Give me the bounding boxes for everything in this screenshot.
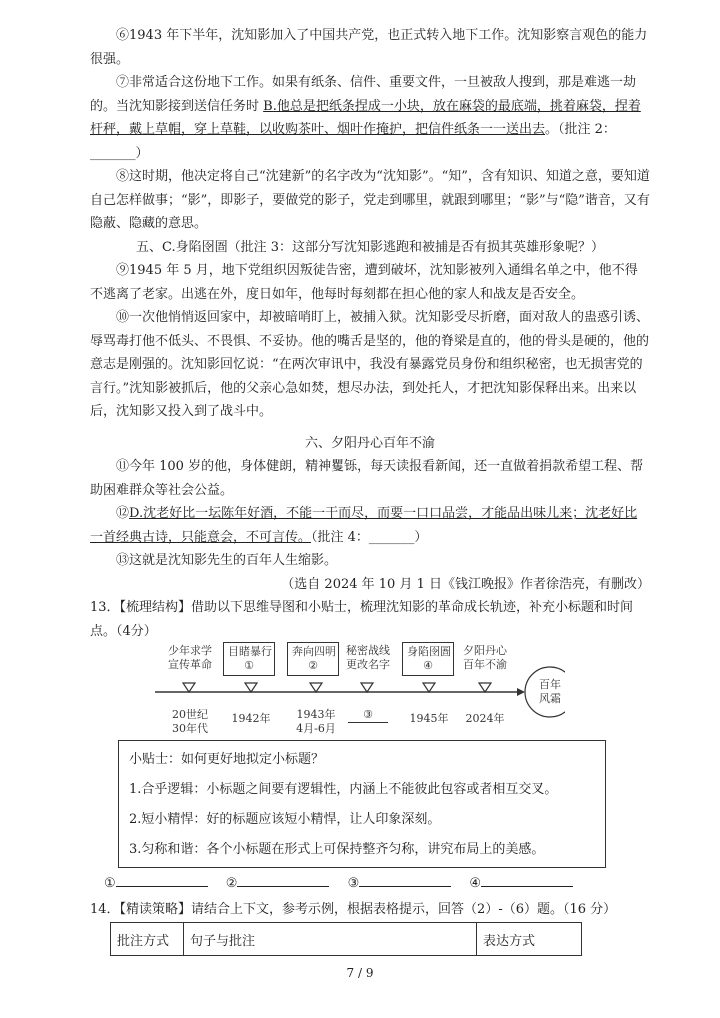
table-header-expression: 表达方式 [477, 923, 582, 956]
paragraph-7 [90, 71, 650, 165]
tips-box [118, 740, 606, 868]
paragraph-7-text: ⑦非常适合这份地下工作。如果有纸条、信件、重要文件，一旦被敌人搜到，那是难逃一劫的。当沈知影接到送信任务时 [90, 75, 637, 114]
time-6: 2024年 [465, 712, 505, 725]
answer-blank-2[interactable] [237, 872, 329, 887]
paragraph-12-num: ⑫ [116, 506, 130, 521]
paragraph-12 [90, 502, 650, 549]
table-header-sentence: 句子与批注 [184, 923, 477, 956]
tips-title: 小贴士：如何更好地拟定小标题？ [129, 752, 325, 767]
time-4-blank[interactable]: ③ [348, 708, 388, 723]
paragraph-11: ⑪今年 100 岁的他，身体健朗，精神矍铄，每天读报看新闻，还一直做着捐款希望工程、帮助困难群众等社会公益。 [90, 459, 644, 498]
page-number: 7 / 9 [346, 966, 374, 980]
stage-4: 秘密战线 更改名字 [346, 644, 390, 671]
section-heading-5: 五、C.身陷囹圄（批注 3：这部分写沈知影逃跑和被捕是否有损其英雄形象呢？） [135, 239, 605, 255]
annotation-2: 。（批注 2：_______） [90, 122, 616, 161]
answer-blank-4[interactable] [481, 872, 573, 887]
blank-label-4: ④ [469, 876, 482, 891]
stage-5: 身陷囹圄 ④ [402, 642, 454, 676]
time-3: 1943年 4月-6月 [296, 708, 336, 735]
annotation-4: （批注 4：_______） [311, 529, 428, 545]
answer-blank-3[interactable] [359, 872, 451, 887]
stage-6: 夕阳丹心 百年不渝 [463, 644, 507, 671]
answer-blanks [104, 872, 624, 891]
time-1: 20世纪 30年代 [172, 708, 208, 735]
answer-blank-1[interactable] [116, 872, 208, 887]
tip-item: 2.短小精悍：好的标题应该短小精悍，让人印象深刻。 [129, 812, 441, 827]
blank-label-1: ① [104, 876, 116, 891]
section-heading-6: 六、夕阳丹心百年不渝 [304, 435, 435, 451]
source-note: （选自 2024 年 10 月 1 日《钱江晚报》作者徐浩亮，有删改） [281, 576, 650, 592]
question-14: 14．【精读策略】请结合上下文，参考示例，根据表格提示，回答（2）-（6）题。（16 分） [90, 902, 617, 917]
paragraph-8: ⑧这时期，他决定将自己“沈建新”的名字改为“沈知影”。“知”，含有知识、知道之意，要知道自己怎样做事；“影”，即影子，要做党的影子，党走到哪里，就跟到哪里；“影”与“隐”谐音，又有隐蔽、隐藏的意思。 [90, 169, 650, 231]
blank-label-2: ② [225, 876, 238, 891]
timeline-markers [183, 683, 491, 692]
tip-item: 1.合乎逻辑：小标题之间要有逻辑性，内涵上不能彼此包容或者相互交叉。 [129, 782, 558, 797]
annotation-table [110, 922, 582, 956]
stage-2: 目睹暴行 ① [223, 642, 275, 676]
stage-1: 少年求学 宣传革命 [168, 644, 212, 671]
time-5: 1945年 [409, 712, 449, 725]
timeline-end: 百年 风霜 [539, 678, 561, 705]
paragraph-6: ⑥1943 年下半年，沈知影加入了中国共产党，也正式转入地下工作。沈知影察言观色的能力很强。 [90, 28, 648, 67]
question-13: 13．【梳理结构】借助以下思维导图和小贴士，梳理沈知影的革命成长轨迹，补充小标题和时间点。（4分） [90, 600, 634, 639]
paragraph-13: ⑬这就是沈知影先生的百年人生缩影。 [116, 553, 338, 568]
annotated-sentence-b: B.他总是把纸条捏成一小块，放在麻袋的最底端，挑着麻袋，捏着杆秤，戴上草帽，穿上草鞋，以收购茶叶、烟叶作掩护，把信件纸条一一送出去 [90, 98, 641, 137]
time-2: 1942年 [231, 712, 271, 725]
tip-item: 3.匀称和谐：各个小标题在形式上可保持整齐匀称，讲究布局上的美感。 [129, 842, 545, 857]
timeline-diagram [145, 640, 565, 740]
annotated-sentence-d: D.沈老好比一坛陈年好酒，不能一干而尽，而要一口口品尝，才能品出味儿来；沈老好比一首经典古诗，只能意会，不可言传。 [90, 506, 638, 545]
table-header-method: 批注方式 [111, 923, 184, 956]
article-body [90, 24, 650, 643]
blank-label-3: ③ [347, 876, 360, 891]
stage-3: 奔向四明 ② [287, 642, 339, 676]
paragraph-10: ⑩一次他悄悄返回家中，却被暗哨盯上，被捕入狱。沈知影受尽折磨，面对敌人的蛊惑引诱、辱骂毒打他不低头、不畏惧、不妥协。他的嘴舌是坚的，他的脊梁是直的，他的骨头是硬的，他的意志是刚强的。沈知影回忆说：“在两次审讯中，我没有暴露党员身份和组织秘密，也无损害党的言行。”沈知影被抓后，他的父亲心急如焚，想尽办法，到处托人，才把沈知影保释出来。出来以后，沈知影又投入到了战斗中。 [90, 310, 650, 419]
paragraph-9: ⑨1945 年 5 月，地下党组织因叛徒告密，遭到破坏，沈知影被列入通缉名单之中，他不得不逃离了老家。出逃在外，度日如年，他每时每刻都在担心他的家人和战友是否安全。 [90, 263, 638, 302]
